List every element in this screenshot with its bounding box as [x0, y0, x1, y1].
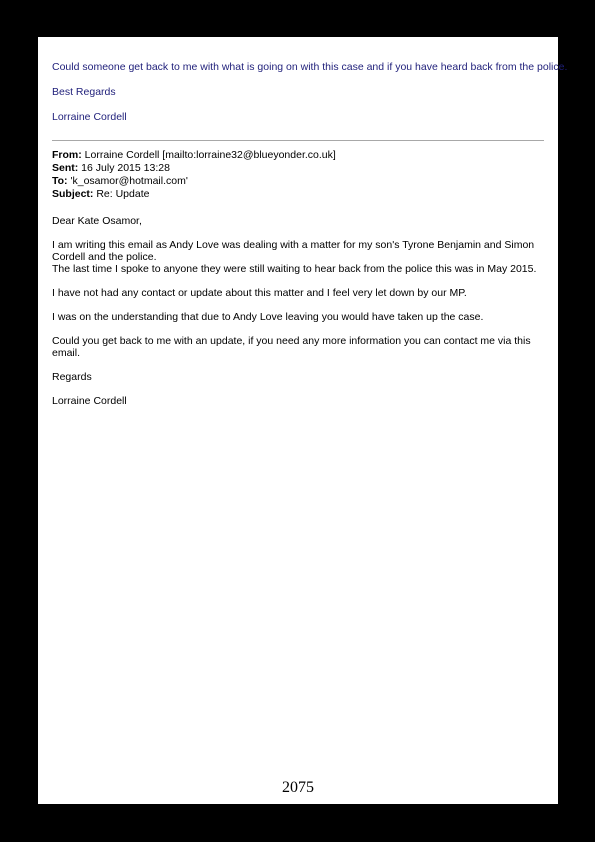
- body-signature: Lorraine Cordell: [52, 395, 127, 407]
- paragraph-3: I was on the understanding that due to Andy Love leaving you would have taken up the case.: [52, 311, 484, 323]
- from-value: Lorraine Cordell [mailto:lorraine32@blueyonder.co.uk]: [84, 149, 336, 161]
- reply-message: [52, 61, 568, 136]
- from-label: From:: [52, 149, 82, 161]
- paragraph-1: [52, 239, 552, 275]
- to-value: 'k_osamor@hotmail.com': [70, 175, 188, 187]
- to-row: [52, 175, 552, 188]
- sent-label: Sent:: [52, 162, 79, 174]
- reply-closing: Best Regards: [52, 86, 116, 98]
- reply-signature: Lorraine Cordell: [52, 111, 127, 123]
- subject-value: Re: Update: [96, 188, 150, 200]
- paragraph-1-line-1: I am writing this email as Andy Love was dealing with a matter for my son's Tyrone Benjamin and Simon Cordell and the police.: [52, 239, 535, 263]
- email-header: [52, 149, 552, 201]
- body-closing: Regards: [52, 371, 92, 383]
- from-row: [52, 149, 552, 162]
- paragraph-2: I have not had any contact or update about this matter and I feel very let down by our MP.: [52, 287, 467, 299]
- to-label: To:: [52, 175, 68, 187]
- subject-row: [52, 188, 552, 201]
- divider: [52, 140, 544, 141]
- paragraph-1-line-2: The last time I spoke to anyone they were still waiting to hear back from the police this was in May 2015.: [52, 263, 537, 275]
- sent-value: 16 July 2015 13:28: [81, 162, 170, 174]
- page-number: 2075: [282, 779, 314, 796]
- document-page: [38, 37, 568, 804]
- subject-label: Subject:: [52, 188, 94, 200]
- greeting: Dear Kate Osamor,: [52, 215, 142, 227]
- reply-text: Could someone get back to me with what is going on with this case and if you have heard back from the police.: [52, 61, 568, 73]
- paragraph-4: Could you get back to me with an update, if you need any more information you can contact me via this email.: [52, 335, 531, 359]
- email-body: [52, 215, 552, 419]
- sent-row: [52, 162, 552, 175]
